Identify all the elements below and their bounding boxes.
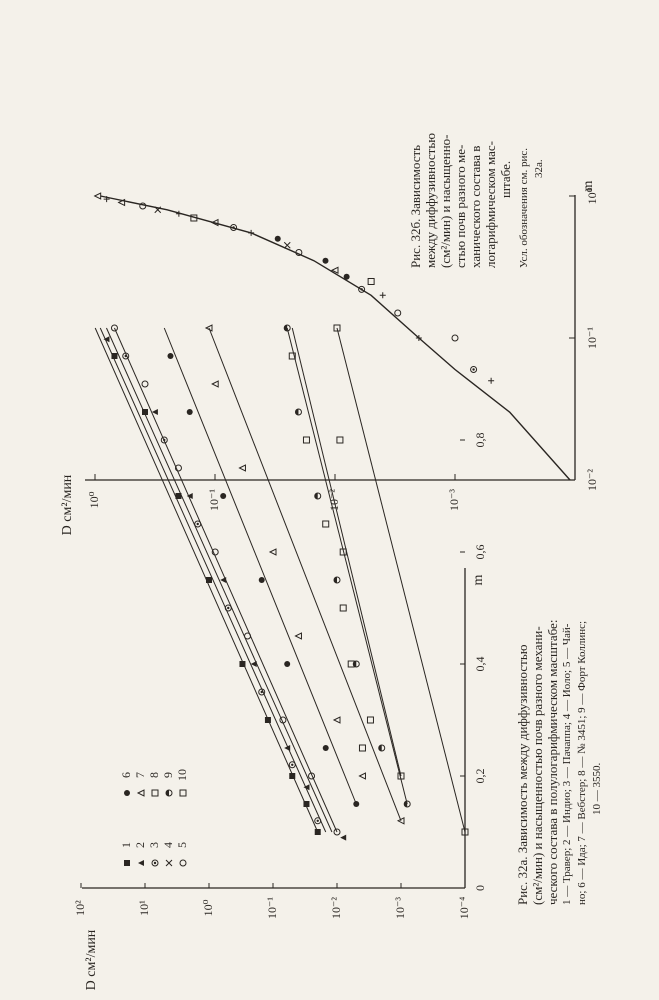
y-tick-label-32a: 10⁻¹: [264, 897, 279, 919]
caption-32b-line: Усл. обозначения см. рис.: [518, 148, 530, 268]
caption-32a-line: Рис. 32а. Зависимость между диффузивностью: [515, 644, 530, 905]
data-point-32b: [452, 335, 458, 341]
caption-32b-line: Рис. 32б. Зависимость: [408, 144, 423, 268]
x-tick-label-32a: 0,4: [472, 656, 487, 672]
x-tick-label-32b: 10⁻²: [584, 469, 599, 491]
x-tick-label-32a: 0,8: [472, 432, 487, 448]
caption-32b: [408, 133, 547, 268]
data-point-32b: [359, 286, 365, 292]
y-tick-label-32a: 10⁻³: [392, 897, 407, 919]
x-tick-label-32a: 0: [472, 885, 487, 891]
data-point-32b: [140, 203, 146, 209]
caption-32a-line: но; 6 — Ида; 7 — Вебстер; 8 — № 3451; 9 — Форт Коллинс;: [576, 620, 588, 905]
y-tick-label-32b: 10⁻²: [326, 489, 341, 511]
y-tick-label-32b: 10⁻¹: [206, 489, 221, 511]
y-axis-title-32a: D см²/мин: [84, 929, 100, 991]
data-point-32b: [176, 211, 182, 217]
x-tick-label-32b: 10⁰: [584, 187, 599, 205]
data-point-32b: [368, 278, 374, 284]
y-tick-label-32a: 10¹: [136, 900, 151, 916]
data-point-32b-dot: [472, 368, 474, 370]
caption-32b-line: между диффузивностью: [423, 133, 438, 268]
y-tick-label-32b: 10⁰: [86, 491, 101, 509]
x-tick-label-32b: 10⁻¹: [584, 327, 599, 349]
x-tick-label-32a: 0,6: [472, 544, 487, 560]
data-point-32b: [284, 242, 290, 248]
caption-32a-line: 10 — 3550.: [591, 762, 603, 815]
y-tick-label-32a: 10⁻²: [328, 897, 343, 919]
data-point-32b: [471, 367, 477, 373]
caption-32a-line: 1 — Травер; 2 — Индио; 3 — Пачаппа; 4 — Иоло; 5 — Чай-: [561, 623, 573, 905]
x-axis-title-32b: m: [581, 180, 597, 192]
data-point-32b: [95, 193, 101, 199]
legend-number-32a: 1: [118, 842, 133, 848]
y-axis-title-32b: D см²/мин: [60, 474, 76, 536]
legend-number-32a: 10: [174, 769, 189, 781]
data-point-32b: [344, 274, 350, 280]
data-point-32b: [275, 236, 281, 242]
legend-number-32a: 7: [132, 772, 147, 778]
data-point-32b-dot: [232, 226, 234, 228]
data-point-32b: [322, 258, 328, 264]
caption-32b-line: стью почв разного ме-: [453, 144, 468, 268]
data-point-32b: [395, 310, 401, 316]
legend-number-32a: 9: [160, 772, 175, 778]
legend-number-32a: 5: [174, 842, 189, 848]
y-tick-label-32a: 10⁰: [200, 899, 215, 917]
data-point-32b-dot: [360, 288, 362, 290]
legend-number-32a: 8: [146, 772, 161, 778]
caption-32a: [515, 620, 605, 905]
legend-number-32a: 4: [160, 842, 175, 848]
data-point-32b: [380, 292, 386, 298]
legend-number-32a: 3: [146, 842, 161, 848]
y-tick-label-32a: 10²: [72, 900, 87, 916]
caption-32b-line: ханического состава в: [468, 145, 483, 268]
y-tick-label-32b: 10⁻³: [446, 489, 461, 511]
data-point-32b: [248, 230, 254, 236]
caption-32a-line: ческого состава в полулогарифмическом масштабе:: [545, 619, 560, 905]
caption-32b-line: 32а.: [533, 159, 545, 178]
legend-number-32a: 2: [132, 842, 147, 848]
caption-32a-line: (см²/мин) и насыщенностью почв разного механи-: [530, 626, 545, 905]
x-tick-label-32a: 0,2: [472, 768, 487, 784]
caption-32b-line: штабе.: [498, 160, 513, 198]
data-point-32b: [488, 378, 494, 384]
caption-32b-line: логарифмическом мас-: [483, 141, 498, 268]
caption-32b-line: (см²/мин) и насыщенно-: [438, 134, 453, 268]
legend-number-32a: 6: [118, 772, 133, 778]
y-tick-label-32a: 10⁻⁴: [456, 896, 471, 920]
x-axis-title-32a: m: [471, 574, 487, 586]
